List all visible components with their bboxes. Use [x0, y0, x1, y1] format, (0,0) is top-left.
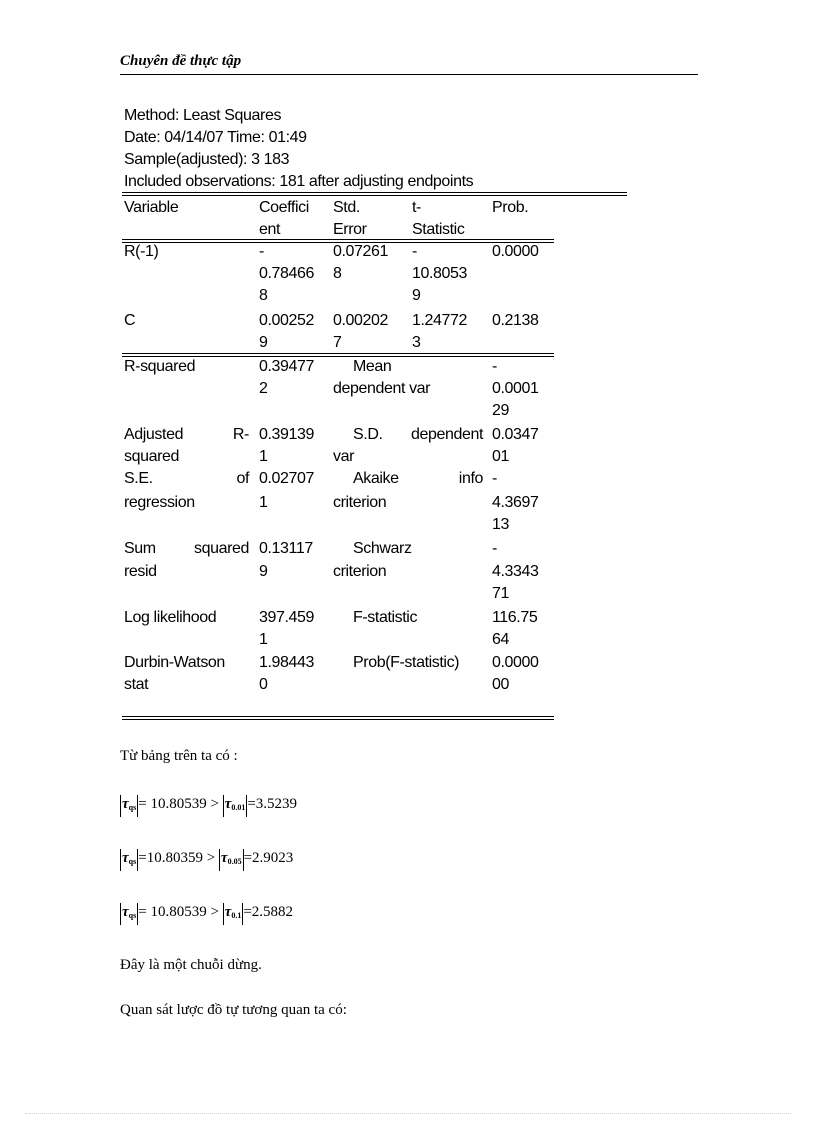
- stat-f-val-1: 116.75: [492, 609, 538, 626]
- header-divider: [120, 74, 698, 75]
- stat-aic-label-1: [333, 468, 483, 490]
- row-c-std-2: 7: [333, 334, 342, 351]
- row-c-variable: C: [124, 312, 136, 329]
- equation-3-crit: =2.5882: [243, 904, 294, 920]
- method-line: Method: Least Squares: [124, 107, 282, 124]
- stat-mean-val-3: 29: [492, 402, 509, 419]
- next-section-text: Quan sát lược đồ tự tương quan ta có:: [120, 1002, 347, 1018]
- tau-qs-abs-3: [120, 903, 138, 925]
- row-r1-coef-3: 8: [259, 287, 268, 304]
- tau-qs-abs-1: [120, 795, 138, 817]
- stat-se-val-2: 1: [259, 494, 268, 511]
- stat-aic-label-2: criterion: [333, 494, 387, 511]
- row-r1-coef-1: -: [259, 243, 264, 260]
- row-r1-prob: 0.0000: [492, 243, 539, 260]
- intro-text: Từ bảng trên ta có :: [120, 748, 238, 764]
- tau-subscript: qs: [128, 911, 137, 920]
- stat-aic-label-word2: info: [458, 470, 483, 487]
- row-c-coef-2: 9: [259, 334, 268, 351]
- crit-subscript: 0.05: [227, 857, 242, 866]
- stat-sd-label-word2: dependent: [410, 426, 483, 443]
- col-header-t-1: t-: [412, 199, 421, 216]
- crit-subscript: 0.1: [231, 911, 242, 920]
- stat-ll-label: Log likelihood: [124, 609, 217, 626]
- stat-pf-val-2: 00: [492, 676, 509, 693]
- stat-ssr-label-word1: Sum: [124, 540, 156, 557]
- equation-3-op: = 10.80539 >: [138, 904, 219, 920]
- stat-ll-val-1: 397.459: [259, 609, 315, 626]
- stat-ssr-label-2: resid: [124, 563, 157, 580]
- stat-se-label-1: [124, 468, 249, 490]
- page-bottom-divider: [25, 1113, 791, 1114]
- equation-3: [120, 903, 293, 925]
- stat-f-val-2: 64: [492, 631, 509, 648]
- col-header-std-2: Error: [333, 221, 367, 238]
- col-header-prob: Prob.: [492, 199, 529, 216]
- row-r1-variable: R(-1): [124, 243, 159, 260]
- tau-subscript: qs: [128, 857, 137, 866]
- stat-sd-val-2: 01: [492, 448, 509, 465]
- equation-1-crit: =3.5239: [247, 796, 298, 812]
- stat-sc-val-2: 4.3343: [492, 563, 539, 580]
- stat-pf-val-1: 0.0000: [492, 654, 539, 671]
- tau-crit-abs-3: [223, 903, 244, 925]
- stat-mean-val-2: 0.0001: [492, 380, 539, 397]
- stat-mean-val-1: -: [492, 358, 497, 375]
- row-r1-t-1: -: [412, 243, 417, 260]
- stat-ssr-label-1: [124, 538, 249, 560]
- stat-mean-label-1: Mean: [353, 358, 392, 375]
- stat-aic-label-word1: Akaike: [353, 470, 399, 487]
- row-r1-t-2: 10.8053: [412, 265, 468, 282]
- stat-r2-val-2: 2: [259, 380, 268, 397]
- col-header-coef-2: ent: [259, 221, 281, 238]
- included-line: Included observations: 181 after adjusting endpoints: [124, 173, 474, 190]
- stat-adjr2-label-1: [124, 424, 249, 446]
- tau-symbol: τ: [122, 850, 129, 866]
- equation-1: [120, 795, 297, 817]
- stat-aic-val-1: -: [492, 470, 497, 487]
- stat-aic-val-3: 13: [492, 516, 509, 533]
- equation-2-op: =10.80359 >: [138, 850, 216, 866]
- stat-dw-label-2: stat: [124, 676, 149, 693]
- stat-sd-val-1: 0.0347: [492, 426, 539, 443]
- crit-subscript: 0.01: [231, 803, 246, 812]
- stat-se-label-word2: of: [236, 470, 249, 487]
- conclusion-text: Đây là một chuỗi dừng.: [120, 957, 262, 973]
- row-r1-t-3: 9: [412, 287, 421, 304]
- stat-ssr-val-2: 9: [259, 563, 268, 580]
- stat-sc-label-1: Schwarz: [353, 540, 412, 557]
- row-r1-std-1: 0.07261: [333, 243, 389, 260]
- equation-2-crit: =2.9023: [243, 850, 294, 866]
- stat-f-label: F-statistic: [353, 609, 418, 626]
- row-r1-coef-2: 0.78466: [259, 265, 315, 282]
- tau-symbol: τ: [122, 904, 129, 920]
- stat-aic-val-2: 4.3697: [492, 494, 539, 511]
- stat-dw-label-1: Durbin-Watson: [124, 654, 225, 671]
- row-c-coef-1: 0.00252: [259, 312, 315, 329]
- stat-sc-val-3: 71: [492, 585, 509, 602]
- stat-adjr2-label-word1: Adjusted: [124, 426, 184, 443]
- date-line: Date: 04/14/07 Time: 01:49: [124, 129, 307, 146]
- tau-crit-abs-2: [219, 849, 244, 871]
- col-header-coef-1: Coeffici: [259, 199, 309, 216]
- stat-r2-label: R-squared: [124, 358, 196, 375]
- stat-se-label-2: regression: [124, 494, 195, 511]
- sample-line: Sample(adjusted): 3 183: [124, 151, 290, 168]
- stat-r2-val-1: 0.39477: [259, 358, 315, 375]
- col-header-t-2: Statistic: [412, 221, 465, 238]
- stat-se-val-1: 0.02707: [259, 470, 315, 487]
- table-bottom-rule: [122, 716, 554, 720]
- equation-1-op: = 10.80539 >: [138, 796, 219, 812]
- stat-ssr-val-1: 0.13117: [259, 540, 313, 557]
- stat-sd-label-1: [333, 424, 483, 446]
- stat-adjr2-label-word2: R-: [232, 426, 249, 443]
- row-r1-std-2: 8: [333, 265, 342, 282]
- stat-ssr-label-word2: squared: [193, 540, 249, 557]
- col-header-std-1: Std.: [333, 199, 360, 216]
- tau-symbol: τ: [122, 796, 129, 812]
- stat-dw-val-1: 1.98443: [259, 654, 315, 671]
- row-c-t-2: 3: [412, 334, 421, 351]
- stat-sd-label-word1: S.D.: [353, 426, 383, 443]
- tau-symbol: τ: [224, 796, 232, 812]
- page-header: Chuyên đề thực tập: [120, 53, 242, 69]
- col-header-variable: Variable: [124, 199, 179, 216]
- table-top-rule: [122, 192, 627, 196]
- stat-sc-label-2: criterion: [333, 563, 387, 580]
- stat-dw-val-2: 0: [259, 676, 268, 693]
- stat-adjr2-label-2: squared: [124, 448, 180, 465]
- stat-sd-label-2: var: [333, 448, 355, 465]
- tau-subscript: qs: [128, 803, 137, 812]
- stat-sc-val-1: -: [492, 540, 497, 557]
- equation-2: [120, 849, 293, 871]
- stat-adjr2-val-1: 0.39139: [259, 426, 315, 443]
- row-c-t-1: 1.24772: [412, 312, 468, 329]
- tau-crit-abs-1: [223, 795, 248, 817]
- stat-pf-label: Prob(F-statistic): [353, 654, 460, 671]
- stat-ll-val-2: 1: [259, 631, 268, 648]
- tau-symbol: τ: [224, 904, 232, 920]
- row-c-prob: 0.2138: [492, 312, 539, 329]
- stat-mean-label-2: dependent var: [333, 380, 431, 397]
- tau-symbol: τ: [220, 850, 228, 866]
- stat-adjr2-val-2: 1: [259, 448, 268, 465]
- stat-se-label-word1: S.E.: [124, 470, 153, 487]
- row-c-std-1: 0.00202: [333, 312, 389, 329]
- tau-qs-abs-2: [120, 849, 138, 871]
